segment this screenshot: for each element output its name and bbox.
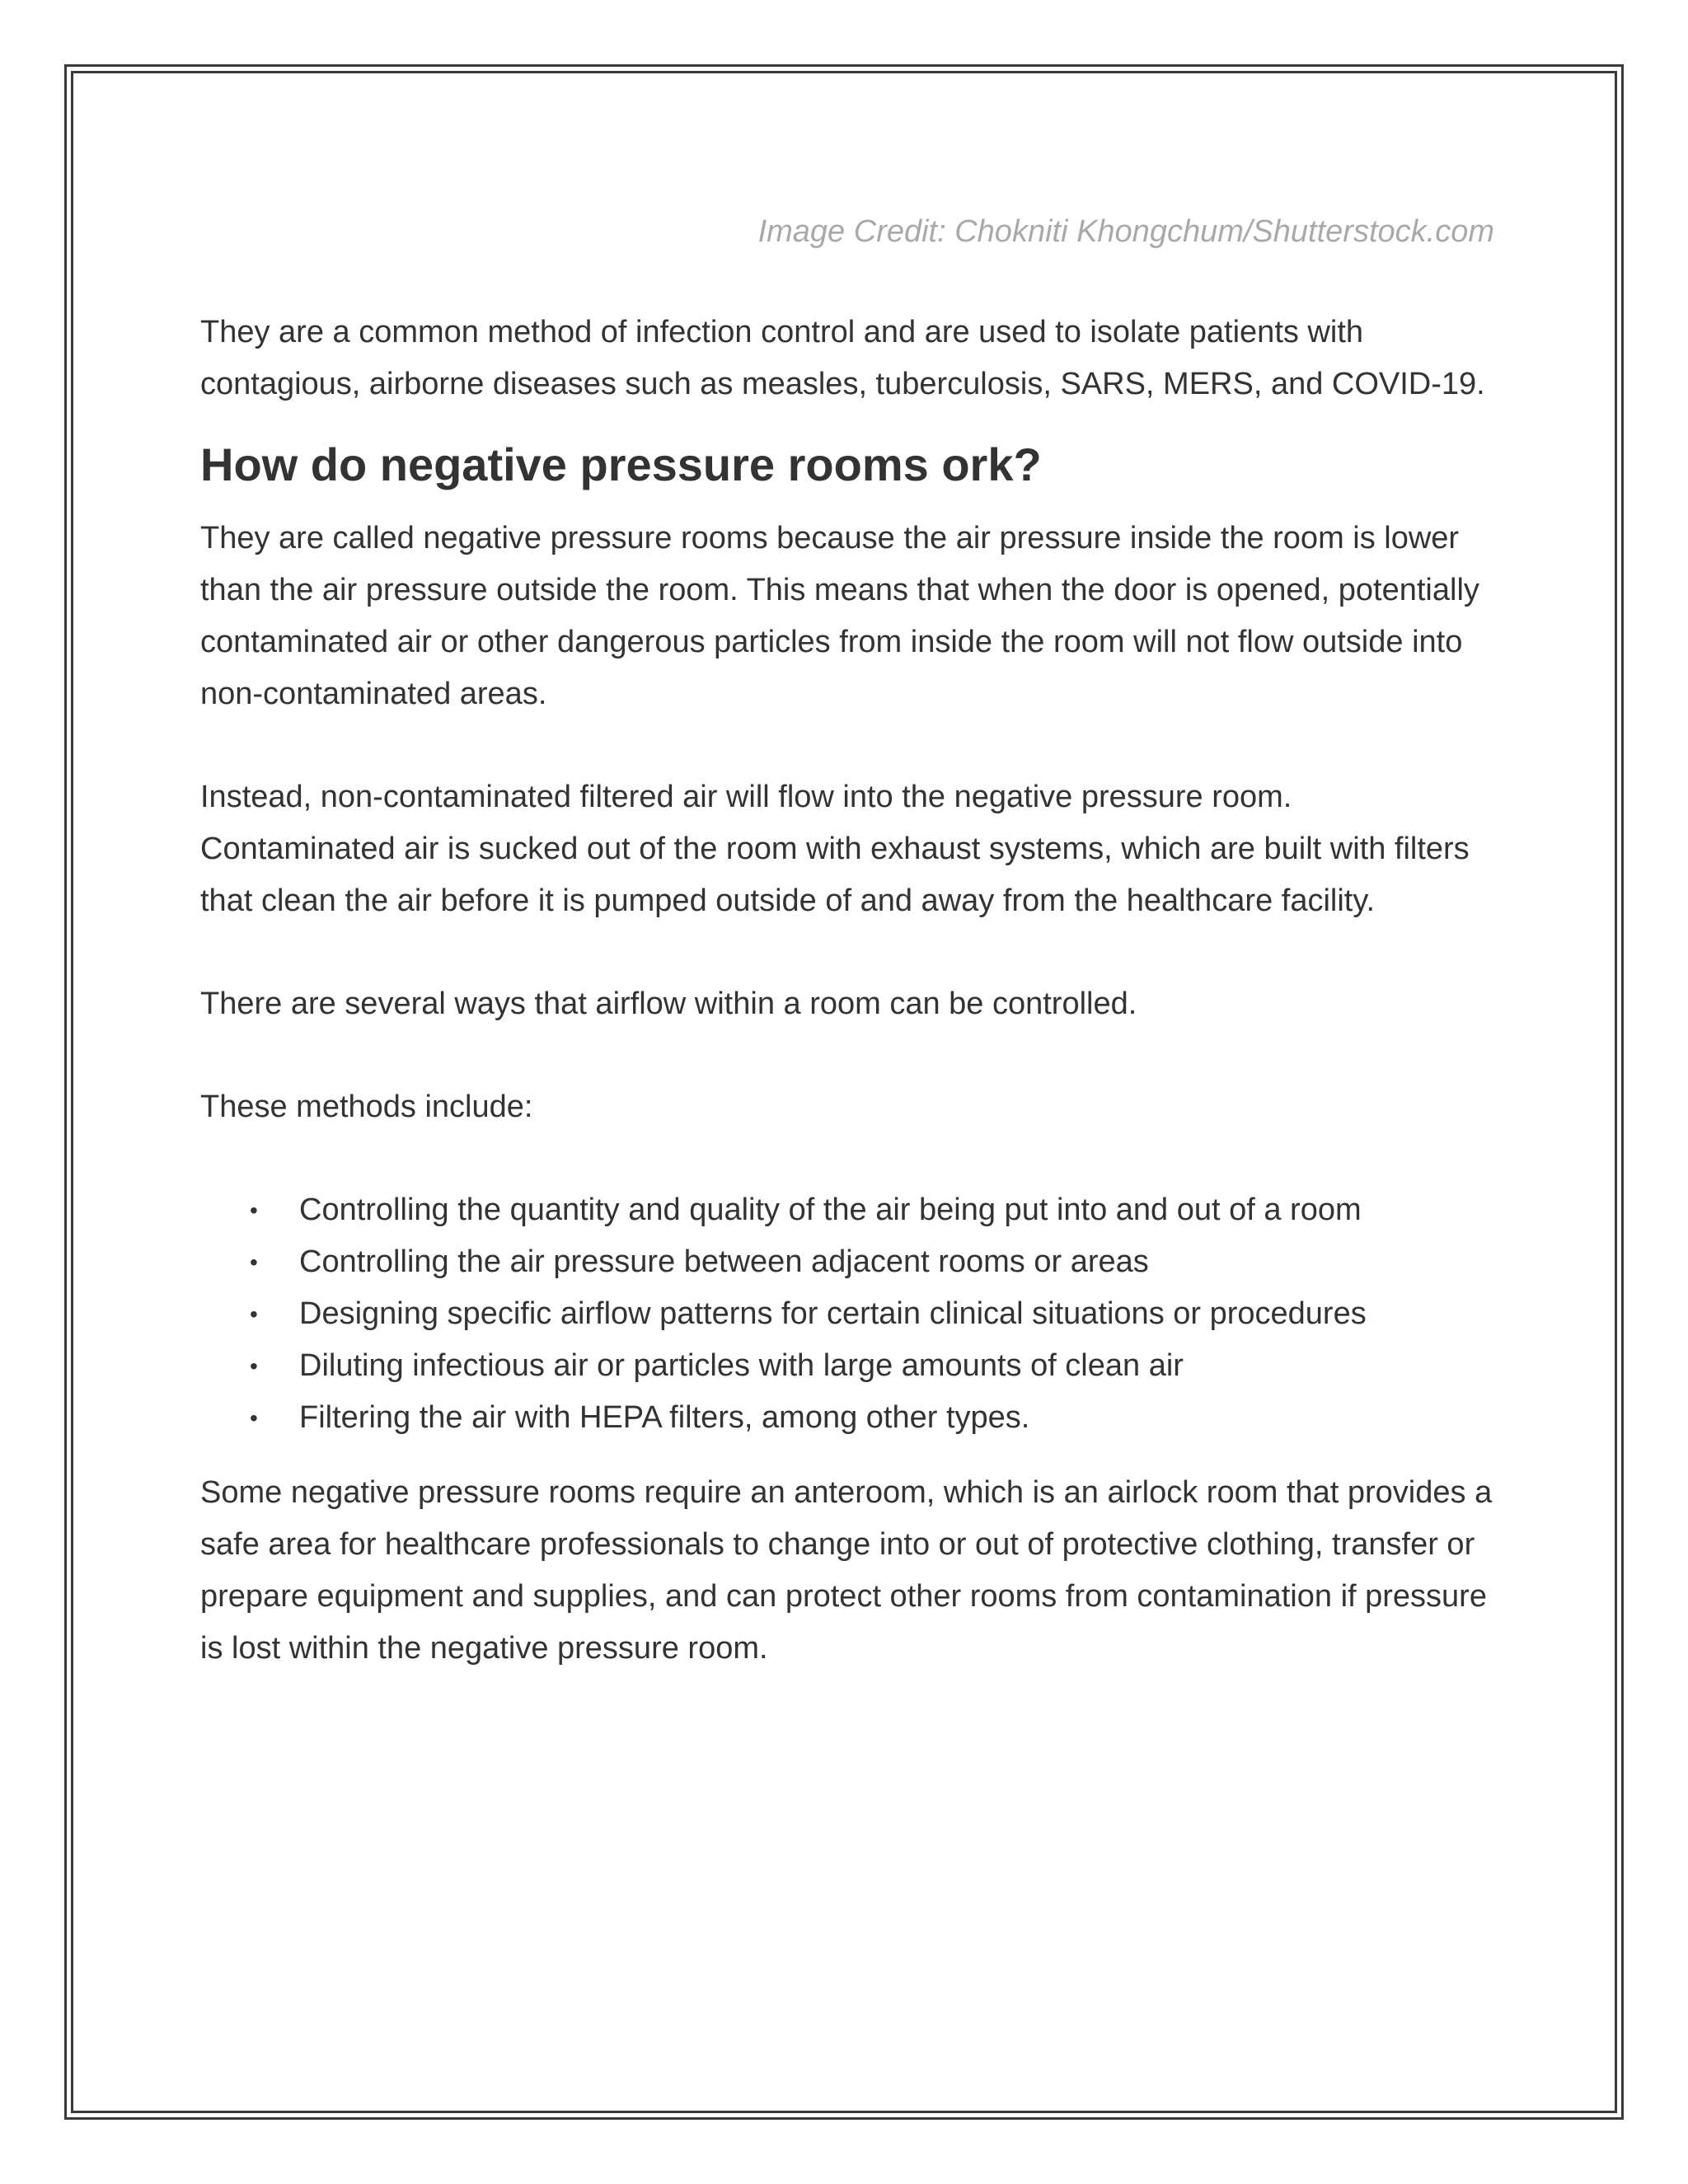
list-item: [250, 1288, 1494, 1340]
list-item: [250, 1236, 1494, 1288]
paragraph-3: There are several ways that airflow within a room can be controlled.: [200, 987, 1137, 1021]
list-item-text: Controlling the air pressure between adjacent rooms or areas: [299, 1244, 1149, 1279]
paragraph-4: These methods include:: [200, 1090, 533, 1124]
list-item: [250, 1392, 1494, 1444]
list-item: [250, 1340, 1494, 1392]
paragraph-2: Instead, non-contaminated filtered air will flow into the negative pressure room. Contaminated air is sucked out of the room with exhaust systems, which are built with filters that clean the air before it is pumped outside of and away from the healthcare facility.: [200, 780, 1470, 918]
bullet-icon: •: [250, 1197, 258, 1223]
list-item-text: Filtering the air with HEPA filters, among other types.: [299, 1400, 1030, 1435]
bullet-icon: •: [250, 1301, 258, 1327]
closing-paragraph: Some negative pressure rooms require an anteroom, which is an airlock room that provides a safe area for healthcare professionals to change into or out of protective clothing, transfer or prepare equipment and supplies, and can protect other rooms from contamination if pressure is lost within the negative pressure room.: [200, 1475, 1493, 1666]
methods-list: [200, 1184, 1494, 1444]
document-body: [200, 208, 1494, 1675]
image-credit: Image Credit: Chokniti Khongchum/Shutterstock.com: [757, 214, 1494, 249]
list-item-text: Controlling the quantity and quality of the air being put into and out of a room: [299, 1193, 1362, 1227]
bullet-icon: •: [250, 1405, 258, 1431]
list-item-text: Diluting infectious air or particles with large amounts of clean air: [299, 1348, 1184, 1383]
intro-paragraph: They are a common method of infection control and are used to isolate patients with contagious, airborne diseases such as measles, tuberculosis, SARS, MERS, and COVID-19.: [200, 315, 1485, 401]
list-item: [250, 1184, 1494, 1236]
section-heading: How do negative pressure rooms ork?: [200, 438, 1042, 490]
list-item-text: Designing specific airflow patterns for certain clinical situations or procedures: [299, 1296, 1367, 1331]
bullet-icon: •: [250, 1353, 258, 1379]
paragraph-1: They are called negative pressure rooms because the air pressure inside the room is lower than the air pressure outside the room. This means that when the door is opened, potentially contaminated air or other dangerous particles from inside the room will not flow outside into non-contaminated areas.: [200, 521, 1479, 711]
bullet-icon: •: [250, 1249, 258, 1275]
